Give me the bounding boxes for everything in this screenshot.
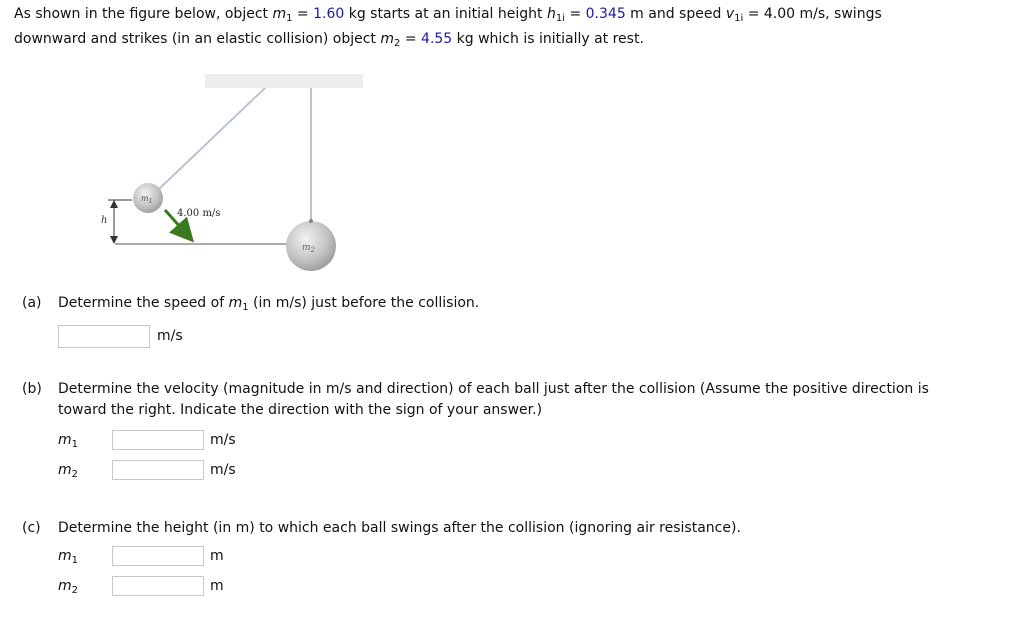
problem-line-2: downward and strikes (in an elastic collision) object $m_2 = 4.55$ kg which is initially at rest. [14, 31, 644, 49]
part-b-m2-velocity-input[interactable] [112, 460, 204, 480]
part-b-question-line-1: Determine the velocity (magnitude in m/s and direction) of each ball just after the collision (Assume the positive direction is [58, 381, 929, 397]
v1i-value: 4.00 [763, 6, 796, 22]
part-c-question: Determine the height (in m) to which each ball swings after the collision (ignoring air resistance). [58, 520, 741, 536]
part-b-m2-unit: m/s [210, 462, 236, 478]
part-c-label: (c) [22, 520, 41, 536]
string-m1 [158, 88, 265, 190]
speed-label: 4.00 m/s [177, 208, 221, 219]
part-c-m2-label: $m_2$ [58, 578, 79, 596]
part-b-m1-unit: m/s [210, 432, 236, 448]
height-label: h [101, 215, 108, 226]
height-arrow-down-head [110, 236, 118, 244]
h1i-value: 0.345 [585, 6, 626, 22]
part-c-m2-height-input[interactable] [112, 576, 204, 596]
part-a-label: (a) [22, 295, 42, 311]
part-a-unit: m/s [157, 328, 183, 344]
part-b-question-line-2: toward the right. Indicate the direction with the sign of your answer.) [58, 402, 543, 418]
part-b-m2-label: $m_2$ [58, 462, 79, 480]
ball-m1-label: $m_1$ [141, 194, 153, 205]
ball-m2-hook [309, 219, 313, 223]
height-arrow-up-head [110, 200, 118, 208]
part-b-m1-label: $m_1$ [58, 432, 79, 450]
ball-m2-label: $m_2$ [302, 243, 316, 254]
pendulum-figure [0, 0, 1024, 290]
ceiling-support [205, 74, 363, 88]
part-c-m1-label: $m_1$ [58, 548, 79, 566]
part-a-speed-input[interactable] [58, 325, 150, 348]
part-b-label: (b) [22, 381, 42, 397]
m2-value: 4.55 [421, 31, 453, 47]
m1-value: 1.60 [313, 6, 345, 22]
part-c-m2-unit: m [210, 578, 224, 594]
part-c-m1-height-input[interactable] [112, 546, 204, 566]
part-c-m1-unit: m [210, 548, 224, 564]
part-a-prompt [22, 293, 42, 314]
part-b-m1-velocity-input[interactable] [112, 430, 204, 450]
problem-line-1: As shown in the figure below, object $m_1 = 1.60$ kg starts at an initial height $h_{1i} = 0.345$ m and speed $v_{1i} = 4.00$ m/s, swings [14, 6, 882, 24]
part-a-question: Determine the speed of $m_1$ (in m/s) just before the collision. [58, 295, 480, 313]
